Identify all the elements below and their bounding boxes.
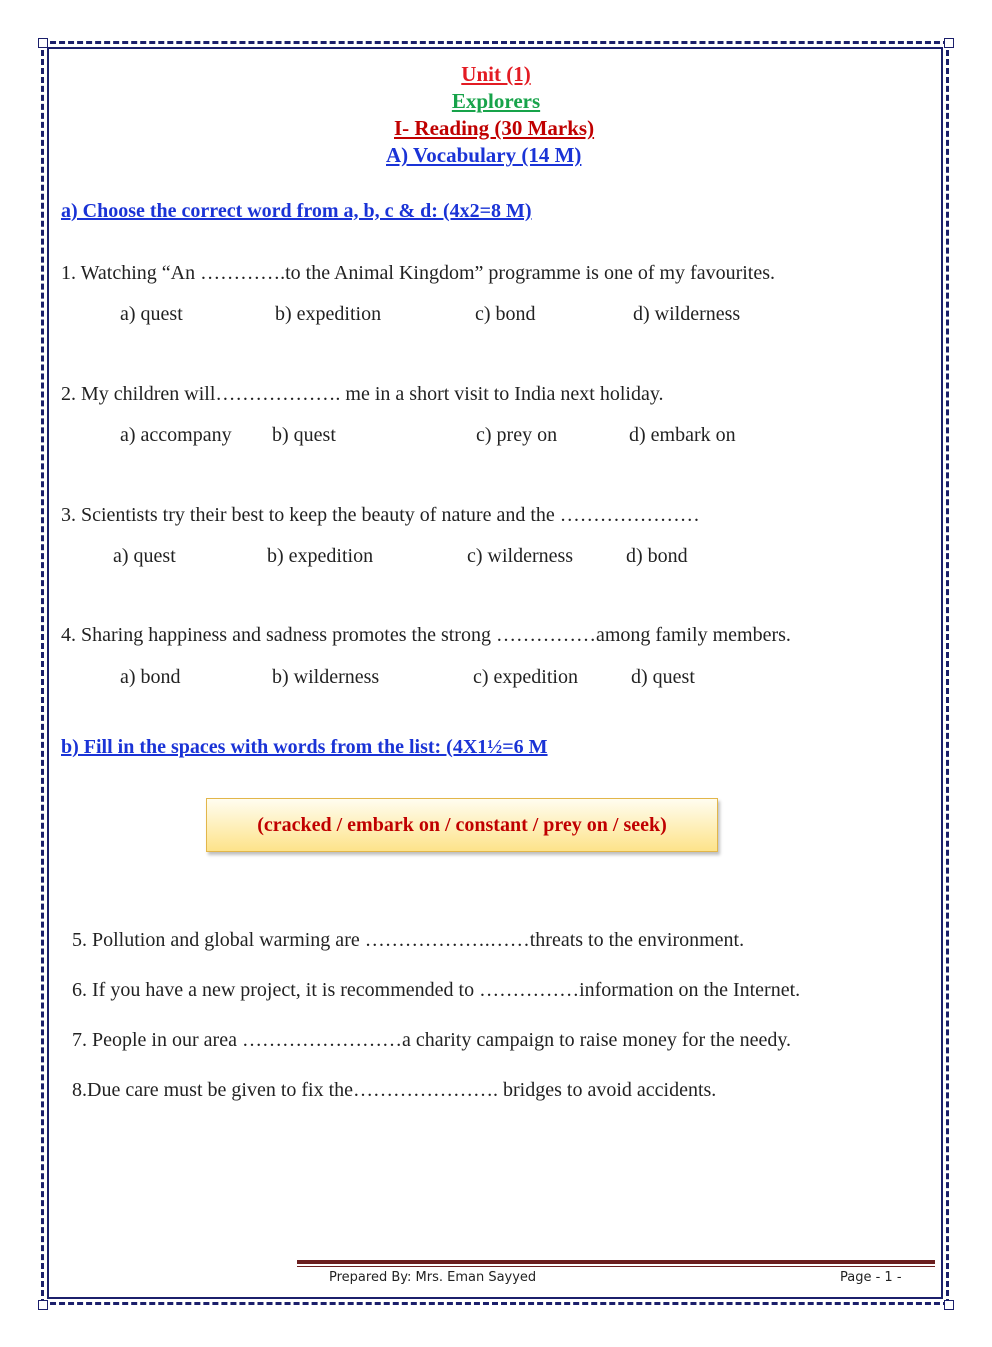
option-a: a) bond <box>120 666 181 688</box>
section-b-title: b) Fill in the spaces with words from the list: (4X1½=6 M <box>61 736 548 758</box>
question-4: 4. Sharing happiness and sadness promotes the strong ……………among family members. <box>61 624 791 646</box>
option-d: d) bond <box>626 545 688 567</box>
word-list-box <box>206 798 718 852</box>
sentence-8: 8.Due care must be given to fix the…………………. bridges to avoid accidents. <box>72 1079 717 1101</box>
option-d: d) embark on <box>629 424 736 446</box>
option-d: d) quest <box>631 666 695 688</box>
prepared-by: Prepared By: Mrs. Eman Sayyed <box>329 1270 537 1285</box>
page-number: Page - 1 - <box>840 1270 902 1285</box>
option-c: c) bond <box>475 303 536 325</box>
part-title: I- Reading (30 Marks) <box>394 116 595 140</box>
unit-title: Unit (1) <box>461 62 531 86</box>
word-list: (cracked / embark on / constant / prey on / seek) <box>257 813 667 836</box>
option-d: d) wilderness <box>633 303 741 325</box>
option-b: b) expedition <box>267 545 374 567</box>
theme-title: Explorers <box>451 89 541 113</box>
sentence-7: 7. People in our area ……………………a charity campaign to raise money for the needy. <box>72 1029 792 1051</box>
border-corner <box>944 1300 954 1310</box>
question-2: 2. My children will………………. me in a short visit to India next holiday. <box>61 383 664 405</box>
option-b: b) quest <box>272 424 336 446</box>
question-3: 3. Scientists try their best to keep the beauty of nature and the ………………… <box>61 504 700 526</box>
border-corner <box>944 38 954 48</box>
footer-rule <box>297 1260 935 1264</box>
sentence-5: 5. Pollution and global warming are ……………….……threats to the environment. <box>72 929 745 951</box>
option-c: c) wilderness <box>467 545 574 567</box>
option-a: a) accompany <box>120 424 232 446</box>
section-a-title: a) Choose the correct word from a, b, c & d: (4x2=8 M) <box>61 200 532 222</box>
sentence-6: 6. If you have a new project, it is recommended to ……………information on the Internet. <box>72 979 801 1001</box>
option-b: b) wilderness <box>272 666 380 688</box>
border-corner <box>38 38 48 48</box>
option-a: a) quest <box>113 545 176 567</box>
footer-rule-thin <box>297 1266 935 1267</box>
option-c: c) expedition <box>473 666 578 688</box>
border-corner <box>38 1300 48 1310</box>
question-1: 1. Watching “An ………….to the Animal Kingdom” programme is one of my favourites. <box>61 262 776 284</box>
subpart-title: A) Vocabulary (14 M) <box>386 143 582 167</box>
option-c: c) prey on <box>476 424 558 446</box>
option-b: b) expedition <box>275 303 382 325</box>
option-a: a) quest <box>120 303 183 325</box>
